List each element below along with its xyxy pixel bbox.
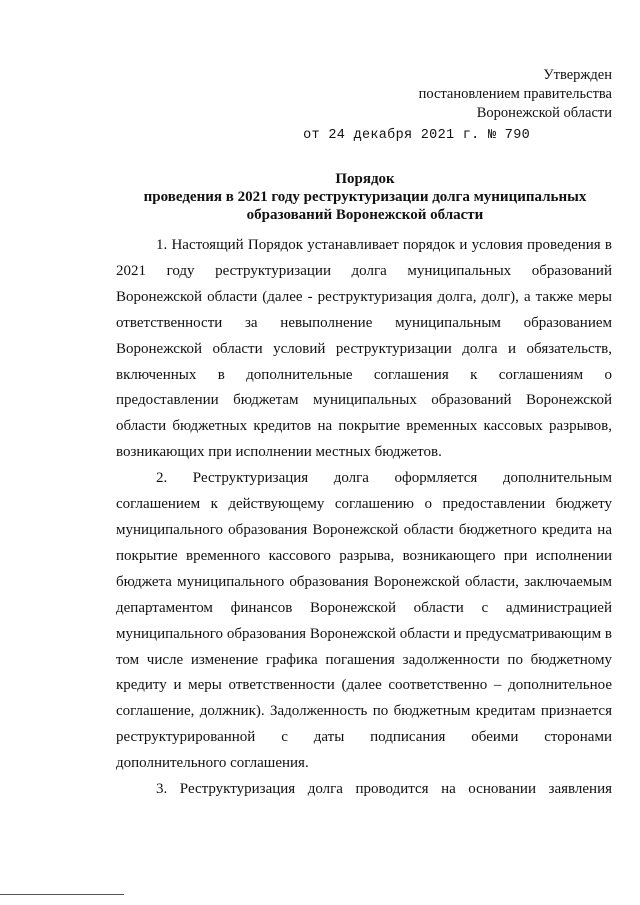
approval-line-region: Воронежской области	[476, 105, 612, 121]
paragraph-1: 1. Настоящий Порядок устанавливает порядок и условия проведения в 2021 году реструктуризации долга муниципальных образований Воронежской области (далее - реструктуризация долга, долг), а также меры ответственности за невыполнение муниципальным образованием Воронежской области условий реструктуризации долга и обязательств, включенных в дополнительные соглашения к соглашениям о предоставлении бюджетам муниципальных образований Воронежской области бюджетных кредитов на покрытие временных кассовых разрывов, возникающих при исполнении местных бюджетов.	[116, 237, 612, 461]
document-title	[100, 170, 630, 224]
approval-date-number: от 24 декабря 2021 г. № 790	[303, 128, 530, 143]
paragraph-2: 2. Реструктуризация долга оформляется дополнительным соглашением к действующему соглашению о предоставлении бюджету муниципального образования Воронежской области бюджетного кредита на покрытие временного кассового разрыва, возникающего при исполнении бюджета муниципального образования Воронежской области, заключаемым департаментом финансов Воронежской области с администрацией муниципального образования Воронежской области и предусматривающим в том числе изменение графика погашения задолженности по бюджетному кредиту и меры ответственности (далее соответственно – дополнительное соглашение, должник). Задолженность по бюджетным кредитам признается реструктурированной с даты подписания обеими сторонами дополнительного соглашения.	[116, 470, 612, 772]
footnote-divider	[0, 894, 124, 895]
approval-line-approved: Утвержден	[543, 67, 612, 83]
title-line-subject: проведения в 2021 году реструктуризации долга муниципальных	[143, 189, 587, 205]
title-line-subject-cont: образований Воронежской области	[246, 207, 484, 223]
document-body	[116, 233, 612, 803]
title-line-procedure: Порядок	[335, 171, 395, 187]
approval-block	[303, 66, 612, 145]
approval-line-resolution: постановлением правительства	[418, 86, 612, 102]
paragraph-3: 3. Реструктуризация долга проводится на основании заявления	[156, 781, 612, 798]
